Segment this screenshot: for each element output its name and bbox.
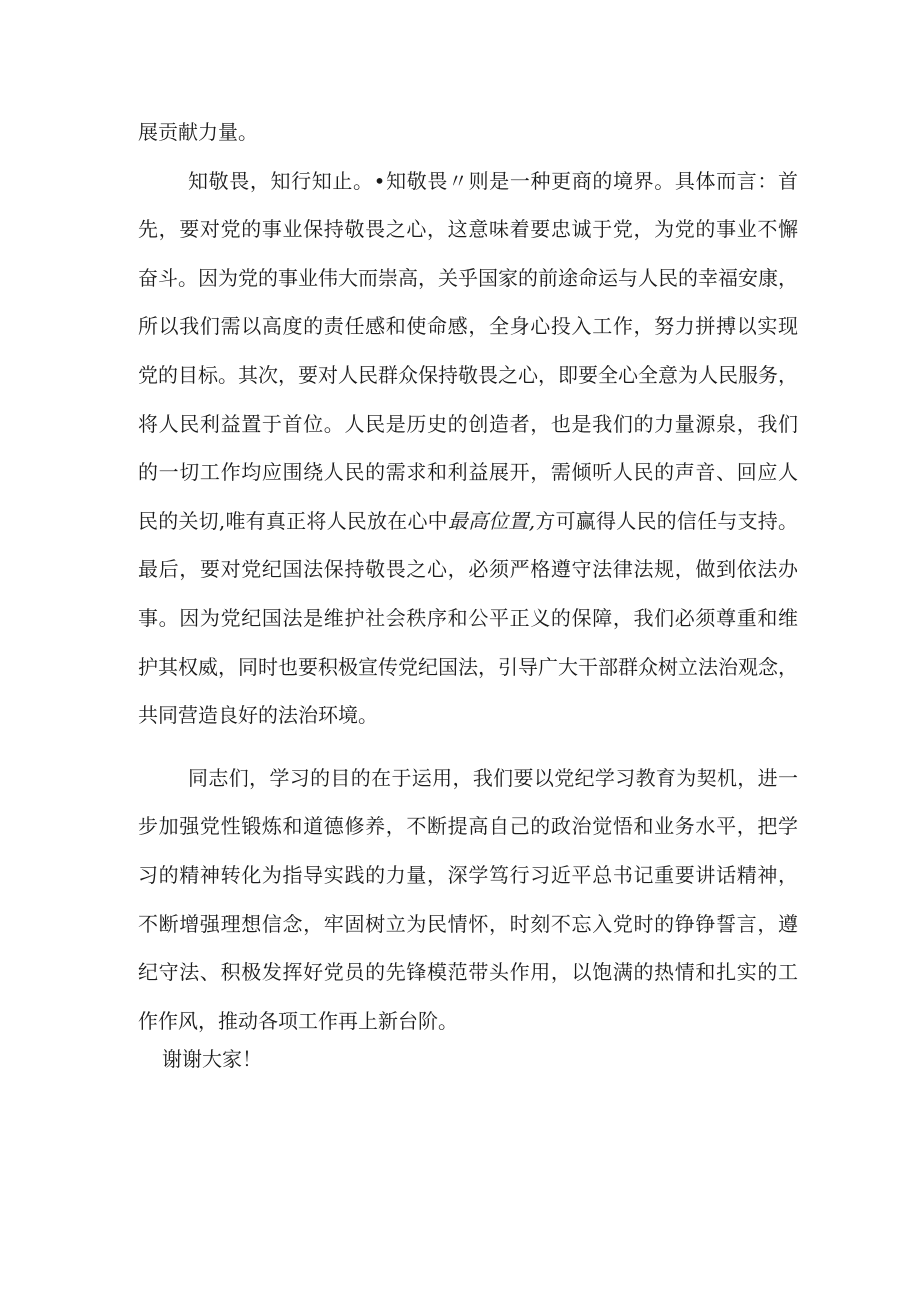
paragraph-line: 先，要对党的事业保持敬畏之心，这意味着要忠诚于党，为党的事业不懈 <box>138 217 798 242</box>
paragraph-line: 的一切工作均应围绕人民的需求和利益展开，需倾听人民的声音、回应人 <box>138 460 798 485</box>
paragraph-line: 最后，要对党纪国法保持敬畏之心，必须严格遵守法律法规，做到依法办 <box>138 557 798 582</box>
paragraph-line: 知敬畏，知行知止。•知敬畏〃则是一种更商的境界。具体而言：首 <box>188 168 798 193</box>
paragraph-line: 所以我们需以高度的责任感和使命感，全身心投入工作，努力拼搏以实现 <box>138 314 798 339</box>
paragraph-line: 同志们，学习的目的在于运用，我们要以党纪学习教育为契机，进一 <box>188 765 798 790</box>
intro-tail-line: 展贡献力量。 <box>138 120 258 144</box>
paragraph-line: 习的精神转化为指导实践的力量，深学笃行习近平总书记重要讲话精神， <box>138 862 798 887</box>
paragraph-line-with-italic <box>138 497 798 546</box>
line-segment-before: 民的关切,唯有真正将人民放在心中 <box>138 508 448 533</box>
paragraph-line: 纪守法、积极发挥好党员的先锋模范带头作用，以饱满的热情和扎实的工 <box>138 960 798 985</box>
paragraph-conclusion <box>138 754 798 1046</box>
paragraph-line: 共同营造良好的法治环境。 <box>138 703 378 728</box>
paragraph-line: 党的目标。其次，要对人民群众保持敬畏之心，即要全心全意为人民服务， <box>138 362 798 387</box>
paragraph-line: 将人民利益置于首位。人民是历史的创造者，也是我们的力量源泉，我们 <box>138 411 798 436</box>
closing-remark: 谢谢大家！ <box>162 1047 262 1072</box>
paragraph-line: 事。因为党纪国法是维护社会秩序和公平正义的保障，我们必须尊重和维 <box>138 605 798 630</box>
paragraph-respect <box>138 157 798 740</box>
paragraph-line: 步加强党性锻炼和道德修养，不断提高自己的政治觉悟和业务水平，把学 <box>138 814 798 839</box>
paragraph-line: 奋斗。因为党的事业伟大而崇高，关乎国家的前途命运与人民的幸福安康， <box>138 265 798 290</box>
document-page <box>138 108 798 1079</box>
paragraph-line: 护其权威，同时也要积极宣传党纪国法，引导广大干部群众树立法治观念， <box>138 654 798 679</box>
paragraph-line: 不断增强理想信念，牢固树立为民情怀，时刻不忘入党时的铮铮誓言，遵 <box>138 911 798 936</box>
line-segment-after: 方可赢得人民的信任与支持。 <box>535 508 799 533</box>
italic-phrase: 最高位置, <box>447 508 536 533</box>
paragraph-gap <box>138 740 798 754</box>
paragraph-line: 作作风，推动各项工作再上新台阶。 <box>138 1008 458 1033</box>
